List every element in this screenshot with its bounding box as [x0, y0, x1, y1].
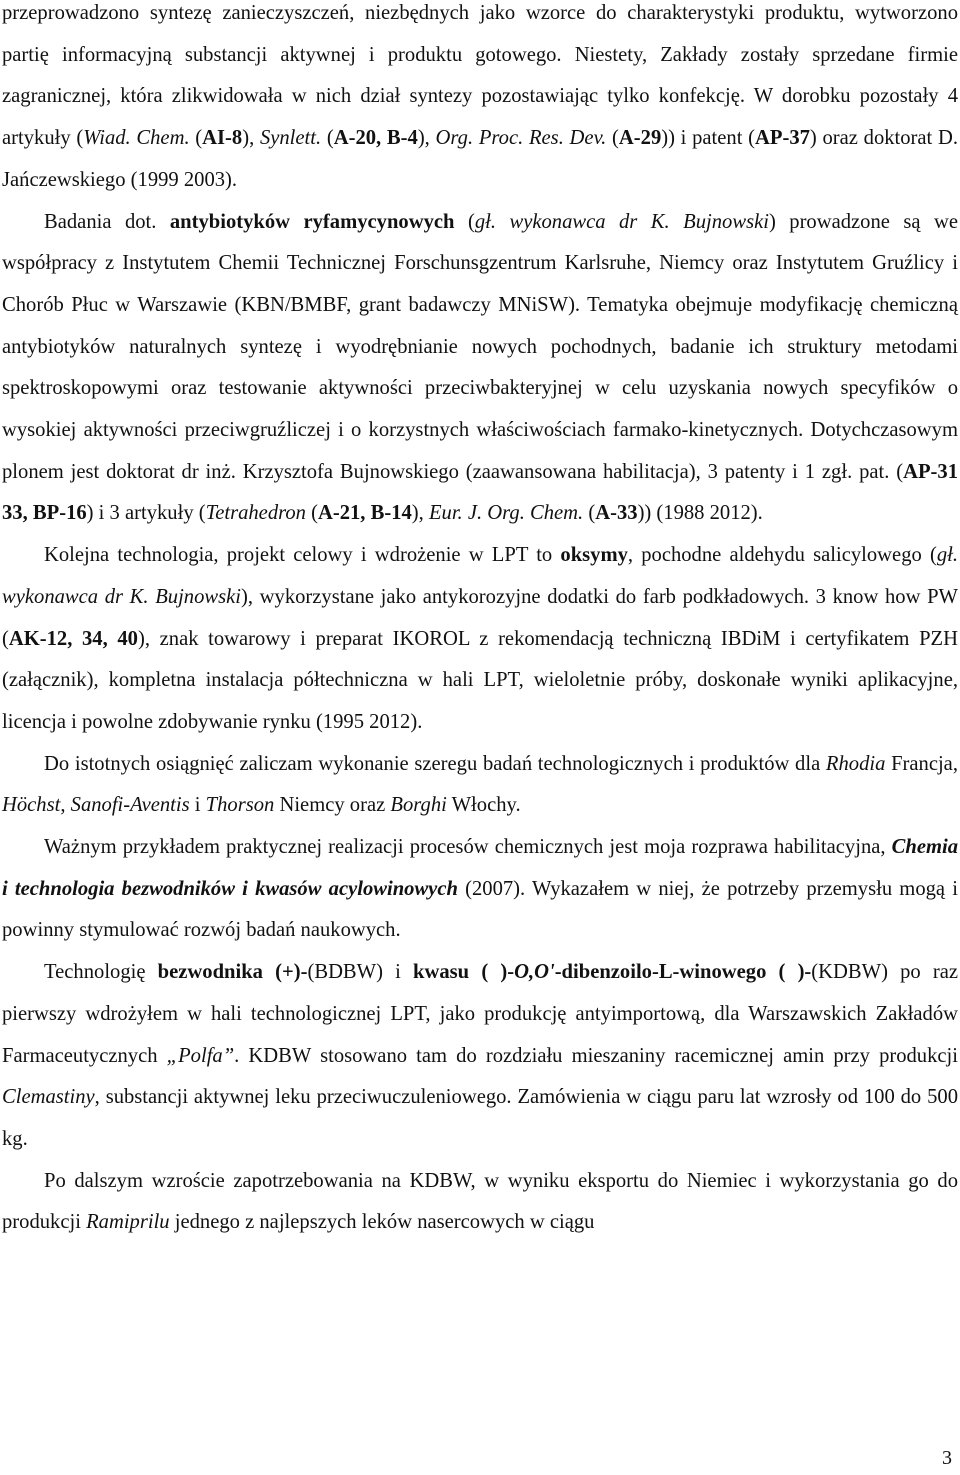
text-run: AP-31 33, BP-16	[2, 460, 958, 525]
text-run: gł. wykonawca dr K. Bujnowski	[474, 210, 769, 233]
text-run: Sanofi-Aventis	[70, 794, 190, 817]
text-run: antybiotyków ryfamycynowych	[169, 210, 455, 233]
text-run: Eur. J. Org. Chem.	[428, 502, 584, 525]
page-number: 3	[942, 1447, 952, 1469]
text-run: Synlett.	[259, 127, 322, 150]
text-run: Clemastiny	[2, 1086, 95, 1109]
paragraph-3: Kolejna technologia, projekt celowy i wdrożenie w LPT to oksymy, pochodne aldehydu salicylowego (gł. wykonawca dr K. Bujnowski), wykorzystane jako antykorozyjne dodatki do farb podkładowych. 3 know how PW (AK-12, 34, 40), znak towarowy i preparat IKOROL z rekomendacją techniczną IBDiM i certyfikatem PZH (załącznik), kompletna instalacja półtechniczna w hali LPT, wieloletnie próby, doskonałe wyniki aplikacyjne, licencja i powolne zdobywanie rynku (1995 2012).	[2, 544, 959, 733]
paragraph-6: Technologię bezwodnika (+)-(BDBW) i kwasu ( )-O,O'-dibenzoilo-L-winowego ( )-(KDBW) po raz pierwszy wdrożyłem w hali technologicznej LPT, jako produkcję antyimportową, dla Warszawskich Zakładów Farmaceutycznych „Polfa”. KDBW stosowano tam do rozdziału mieszaniny racemicznej amin przy produkcji Clemastiny, substancji aktywnej leku przeciwuczuleniowego. Zamówienia w ciągu paru lat wzrosły od 100 do 500 kg.	[2, 961, 959, 1150]
text-run: „Polfa”	[166, 1044, 235, 1067]
text-run: A-33	[595, 502, 638, 525]
text-run: Borghi	[390, 794, 447, 817]
paragraph-1: przeprowadzono syntezę zanieczyszczeń, niezbędnych jako wzorce do charakterystyki produktu, wytworzono partię informacyjną substancji aktywnej i produktu gotowego. Niestety, Zakłady zostały sprzedane firmie zagranicznej, która zlikwidowała w nich dział syntezy pozostawiając tylko konfekcję. W dorobku pozostały 4 artykuły (Wiad. Chem. (AI-8), Synlett. (A-20, B-4), Org. Proc. Res. Dev. (A-29)) i patent (AP-37) oraz doktorat D. Jańczewskiego (1999 2003).	[2, 2, 959, 191]
text-run: Tetrahedron	[205, 502, 306, 525]
text-run: ( )-	[481, 961, 515, 984]
text-run: A-20, B-4	[333, 127, 418, 150]
text-run: (+)-	[275, 961, 308, 984]
text-run: AI-8	[202, 127, 243, 150]
text-run: A-29	[618, 127, 662, 150]
text-run: A-21, B-14	[317, 502, 412, 525]
text-run: Rhodia	[825, 752, 886, 775]
text-run: O,O'	[514, 961, 555, 984]
text-run: Höchst	[2, 794, 61, 817]
text-run: Org. Proc. Res. Dev.	[435, 127, 607, 150]
text-run: bezwodnika	[157, 961, 263, 984]
text-run: AK-12, 34, 40	[8, 627, 138, 650]
text-run: Thorson	[205, 794, 275, 817]
body-text	[2, 0, 958, 1244]
text-run: oksymy	[560, 544, 628, 567]
text-run: Wiad. Chem.	[83, 127, 190, 150]
text-run: kwasu	[413, 961, 470, 984]
text-run: -dibenzoilo-L-winowego ( )-	[554, 961, 812, 984]
text-run: gł. wykonawca dr K. Bujnowski	[2, 544, 958, 608]
paragraph-4: Do istotnych osiągnięć zaliczam wykonanie szeregu badań technologicznych i produktów dla Rhodia Francja, Höchst, Sanofi-Aventis i Thorson Niemcy oraz Borghi Włochy.	[2, 752, 958, 817]
text-run: Chemia i technologia bezwodników i kwasów acylowinowych	[2, 836, 958, 900]
paragraph-5: Ważnym przykładem praktycznej realizacji procesów chemicznych jest moja rozprawa habilitacyjna, Chemia i technologia bezwodników i kwasów acylowinowych (2007). Wykazałem w niej, że potrzeby przemysłu mogą i powinny stymulować rozwój badań naukowych.	[2, 836, 958, 942]
paragraph-2: Badania dot. antybiotyków ryfamycynowych (gł. wykonawca dr K. Bujnowski) prowadzone są we współpracy z Instytutem Chemii Technicznej Forschunsgzentrum Karlsruhe, Niemcy oraz Instytutem Gruźlicy i Chorób Płuc w Warszawie (KBN/BMBF, grant badawczy MNiSW). Tematyka obejmuje modyfikację chemiczną antybiotyków naturalnych syntezę i wyodrębnianie nowych pochodnych, badanie ich struktury metodami spektroskopowymi oraz testowanie aktywności przeciwbakteryjnej w celu uzyskania nowych specyfików o wysokiej aktywności przeciwgruźliczej i o korzystnych właściwościach farmako-kinetycznych. Dotychczasowym plonem jest doktorat dr inż. Krzysztofa Bujnowskiego (zaawansowana habilitacja), 3 patenty i 1 zgł. pat. (AP-31 33, BP-16) i 3 artykuły (Tetrahedron (A-21, B-14), Eur. J. Org. Chem. (A-33)) (1988 2012).	[2, 210, 959, 525]
text-run: AP-37	[755, 127, 810, 150]
text-run: Ramiprilu	[86, 1211, 170, 1234]
paragraph-7: Po dalszym wzroście zapotrzebowania na KDBW, w wyniku eksportu do Niemiec i wykorzystania go do produkcji Ramiprilu jednego z najlepszych leków nasercowych w ciągu	[2, 1169, 958, 1234]
